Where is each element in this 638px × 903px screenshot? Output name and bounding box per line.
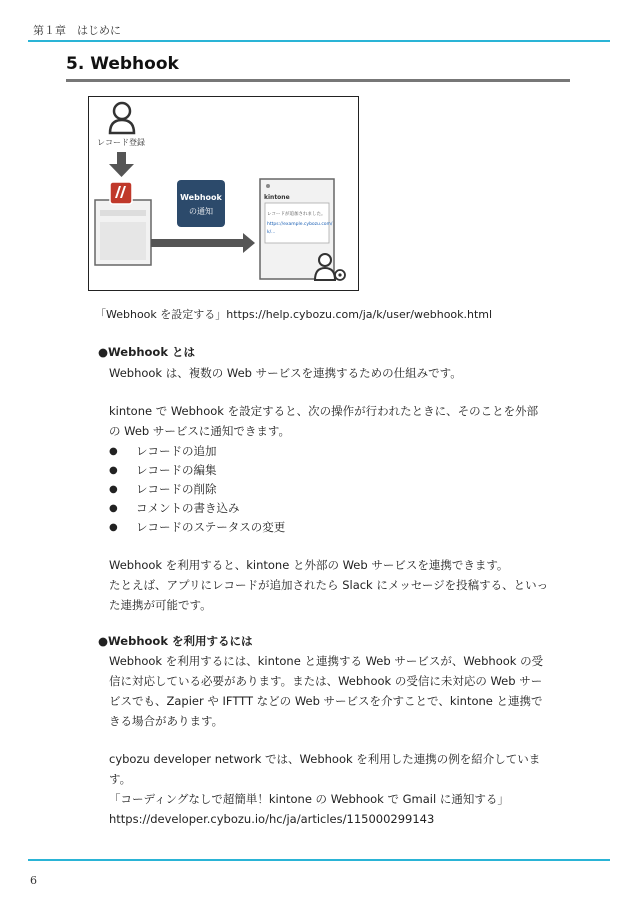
- header-rule: [28, 40, 610, 42]
- list-item-label: レコードの編集: [136, 463, 217, 477]
- list-item-label: コメントの書き込み: [136, 501, 240, 515]
- bullet-icon: ●: [109, 503, 118, 514]
- right-arrow-icon: [151, 233, 255, 253]
- paragraph: きる場合があります。: [109, 714, 224, 728]
- section-title-rule: [66, 79, 570, 82]
- list-item-label: レコードのステータスの変更: [136, 520, 286, 534]
- user-label: レコード登録: [97, 138, 145, 147]
- kintone-app-icon: [110, 182, 132, 204]
- list-item-label: レコードの追加: [136, 444, 217, 458]
- notification-line-1: レコードが追加されました。: [267, 212, 326, 217]
- paragraph: cybozu developer network では、Webhook を利用した連携の例を紹介していま: [109, 752, 541, 766]
- down-arrow-icon: [109, 152, 134, 177]
- paragraph: たとえば、アプリにレコードが追加されたら Slack にメッセージを投稿する、といっ: [109, 578, 549, 592]
- user-icon: [110, 103, 134, 133]
- paragraph: ビスでも、Zapier や IFTTT などの Web サービスを介すことで、kintone と連携で: [109, 694, 543, 708]
- service-title: kintone: [264, 194, 290, 201]
- bullet-icon: ●: [109, 446, 118, 457]
- bullet-icon: ●: [109, 484, 118, 495]
- figure-caption: 「Webhook を設定する」https://help.cybozu.com/ja/k/user/webhook.html: [95, 308, 493, 321]
- heading-what-is-webhook: ●Webhook とは: [98, 345, 195, 359]
- heading-how-to-use-webhook: ●Webhook を利用するには: [98, 634, 253, 648]
- chapter-header: 第１章 はじめに: [33, 24, 121, 37]
- record-sheet-icon: [95, 200, 151, 265]
- webhook-box-label-1: Webhook: [180, 193, 222, 202]
- webhook-diagram-svg: [89, 97, 358, 290]
- paragraph: の Web サービスに通知できます。: [109, 424, 290, 438]
- paragraph: た連携が可能です。: [109, 598, 212, 612]
- gear-icon: [335, 270, 345, 280]
- page-number: 6: [30, 874, 37, 887]
- webhook-box-label-2: の通知: [189, 207, 213, 216]
- paragraph: 信に対応している必要があります。または、Webhook の受信に未対応の Web サー: [109, 674, 543, 688]
- article-title: 「コーディングなしで超簡単！kintone の Webhook で Gmail に通知する」: [109, 792, 509, 806]
- bullet-icon: ●: [109, 465, 118, 476]
- article-url: https://developer.cybozu.io/hc/ja/articles/115000299143: [109, 812, 435, 826]
- section-title: 5. Webhook: [66, 54, 179, 74]
- webhook-diagram: [88, 96, 359, 291]
- paragraph: す。: [109, 772, 132, 786]
- notification-line-2: https://example.cybozu.com/: [267, 222, 333, 227]
- notification-line-3: k/...: [267, 230, 276, 235]
- paragraph: Webhook は、複数の Web サービスを連携するための仕組みです。: [109, 366, 462, 380]
- webhook-box: [177, 180, 225, 227]
- paragraph: Webhook を利用すると、kintone と外部の Web サービスを連携できます。: [109, 558, 509, 572]
- paragraph: Webhook を利用するには、kintone と連携する Web サービスが、Webhook の受: [109, 654, 544, 668]
- list-item-label: レコードの削除: [136, 482, 217, 496]
- bullet-icon: ●: [109, 522, 118, 533]
- footer-rule: [28, 859, 610, 861]
- paragraph: kintone で Webhook を設定すると、次の操作が行われたときに、そのことを外部: [109, 404, 539, 418]
